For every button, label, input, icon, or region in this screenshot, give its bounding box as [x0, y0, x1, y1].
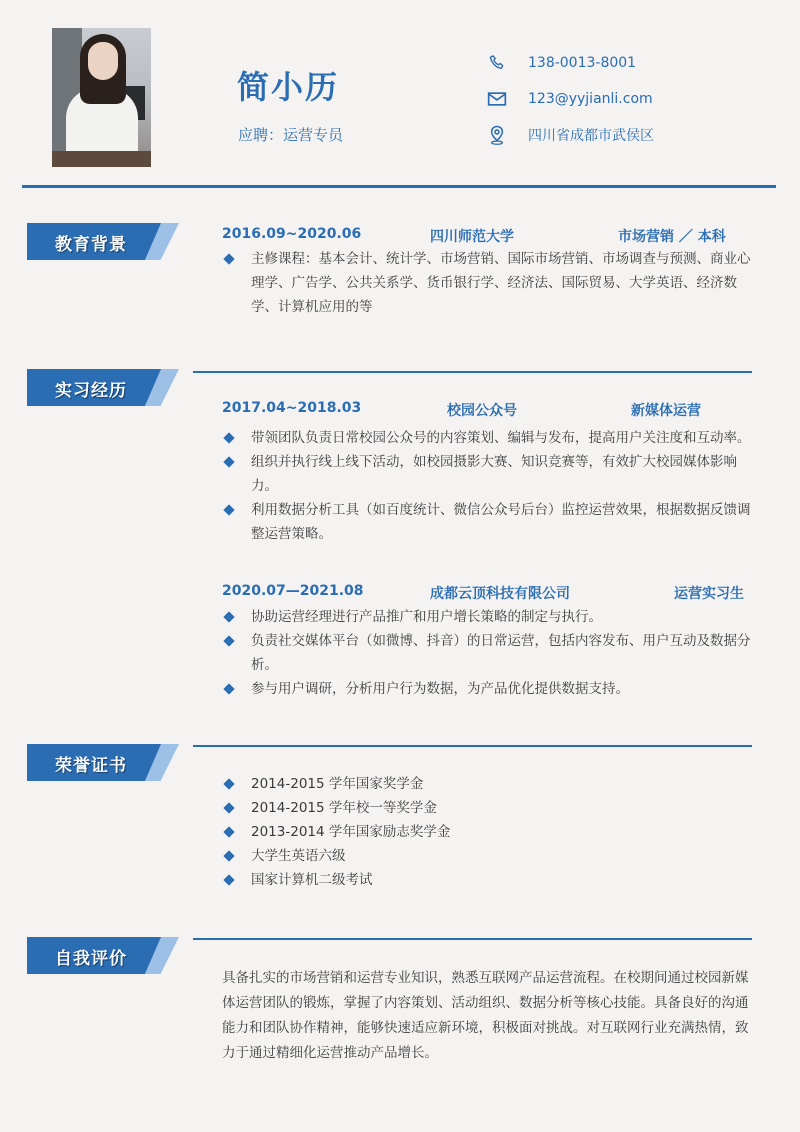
section-header-self-eval: [27, 937, 169, 974]
self-eval-text: 具备扎实的市场营销和运营专业知识，熟悉互联网产品运营流程。在校期间通过校园新媒体运营团队的锻炼，掌握了内容策划、活动组织、数据分析等核心技能。具备良好的沟通能力和团队协作精神，能够快速适应新环境，积极面对挑战。对互联网行业充满热情，致力于通过精细化运营推动产品增长。: [222, 970, 749, 1061]
list-item: 组织并执行线上线下活动，如校园摄影大赛、知识竞赛等，有效扩大校园媒体影响力。: [222, 450, 754, 498]
list-item: 协助运营经理进行产品推广和用户增长策略的制定与执行。: [222, 605, 754, 629]
diamond-bullet-icon: [223, 874, 234, 885]
education-period: 2016.09~2020.06: [222, 226, 362, 242]
diamond-bullet-icon: [223, 432, 234, 443]
job-2-list: [222, 605, 754, 701]
apply-position: 应聘：运营专员: [238, 126, 344, 144]
section-divider: [193, 938, 752, 940]
contact-address-text: 四川省成都市武侯区: [528, 128, 654, 144]
diamond-bullet-icon: [223, 778, 234, 789]
list-item: 参与用户调研，分析用户行为数据，为产品优化提供数据支持。: [222, 677, 754, 701]
job-role: 运营实习生: [674, 586, 744, 602]
job-period: 2017.04~2018.03: [222, 400, 362, 416]
diamond-bullet-icon: [223, 611, 234, 622]
mail-icon: [487, 89, 507, 109]
profile-photo: [52, 28, 151, 167]
header-divider: [22, 185, 776, 188]
section-title-education: 教育背景: [55, 235, 127, 255]
list-item: 国家计算机二级考试: [222, 868, 754, 892]
section-title-honors: 荣誉证书: [55, 756, 127, 776]
list-item: 2013-2014 学年国家励志奖学金: [222, 820, 754, 844]
contact-phone-text: 138-0013-8001: [528, 55, 637, 71]
candidate-name: 简小历: [237, 68, 340, 106]
section-title-self-eval: 自我评价: [55, 949, 127, 969]
diamond-bullet-icon: [223, 635, 234, 646]
job-period: 2020.07—2021.08: [222, 583, 364, 599]
list-item: 利用数据分析工具（如百度统计、微信公众号后台）监控运营效果，根据数据反馈调整运营策略。: [222, 498, 754, 546]
section-header-internship: [27, 369, 169, 406]
contact-email-text: 123@yyjianli.com: [528, 91, 653, 107]
section-divider: [193, 745, 752, 747]
phone-icon: [487, 53, 507, 73]
section-header-honors: [27, 744, 169, 781]
list-item: 2014-2015 学年国家奖学金: [222, 772, 754, 796]
job-1-list: [222, 426, 754, 546]
diamond-bullet-icon: [223, 253, 234, 264]
list-item: 主修课程：基本会计、统计学、市场营销、国际市场营销、市场调查与预测、商业心理学、广告学、公共关系学、货币银行学、经济法、国际贸易、大学英语、经济数学、计算机应用的等: [222, 247, 754, 319]
diamond-bullet-icon: [223, 456, 234, 467]
contact-address: [487, 125, 654, 145]
diamond-bullet-icon: [223, 504, 234, 515]
honors-list: [222, 772, 754, 892]
education-major: 市场营销 ／ 本科: [618, 229, 726, 245]
contact-phone: [487, 53, 637, 73]
job-role: 新媒体运营: [631, 403, 701, 419]
diamond-bullet-icon: [223, 826, 234, 837]
section-header-education: [27, 223, 169, 260]
list-item: 带领团队负责日常校园公众号的内容策划、编辑与发布，提高用户关注度和互动率。: [222, 426, 754, 450]
diamond-bullet-icon: [223, 850, 234, 861]
contact-email: [487, 89, 653, 109]
education-list: [222, 247, 754, 319]
education-row: [222, 226, 752, 246]
job-org: 成都云顶科技有限公司: [430, 586, 570, 602]
list-item: 大学生英语六级: [222, 844, 754, 868]
diamond-bullet-icon: [223, 683, 234, 694]
diamond-bullet-icon: [223, 802, 234, 813]
job-org: 校园公众号: [447, 403, 517, 419]
location-icon: [487, 125, 507, 145]
education-school: 四川师范大学: [430, 229, 514, 245]
section-divider: [193, 371, 752, 373]
section-title-internship: 实习经历: [55, 381, 127, 401]
list-item: 2014-2015 学年校一等奖学金: [222, 796, 754, 820]
internship-row-2: [222, 583, 752, 603]
internship-row-1: [222, 400, 752, 420]
list-item: 负责社交媒体平台（如微博、抖音）的日常运营，包括内容发布、用户互动及数据分析。: [222, 629, 754, 677]
